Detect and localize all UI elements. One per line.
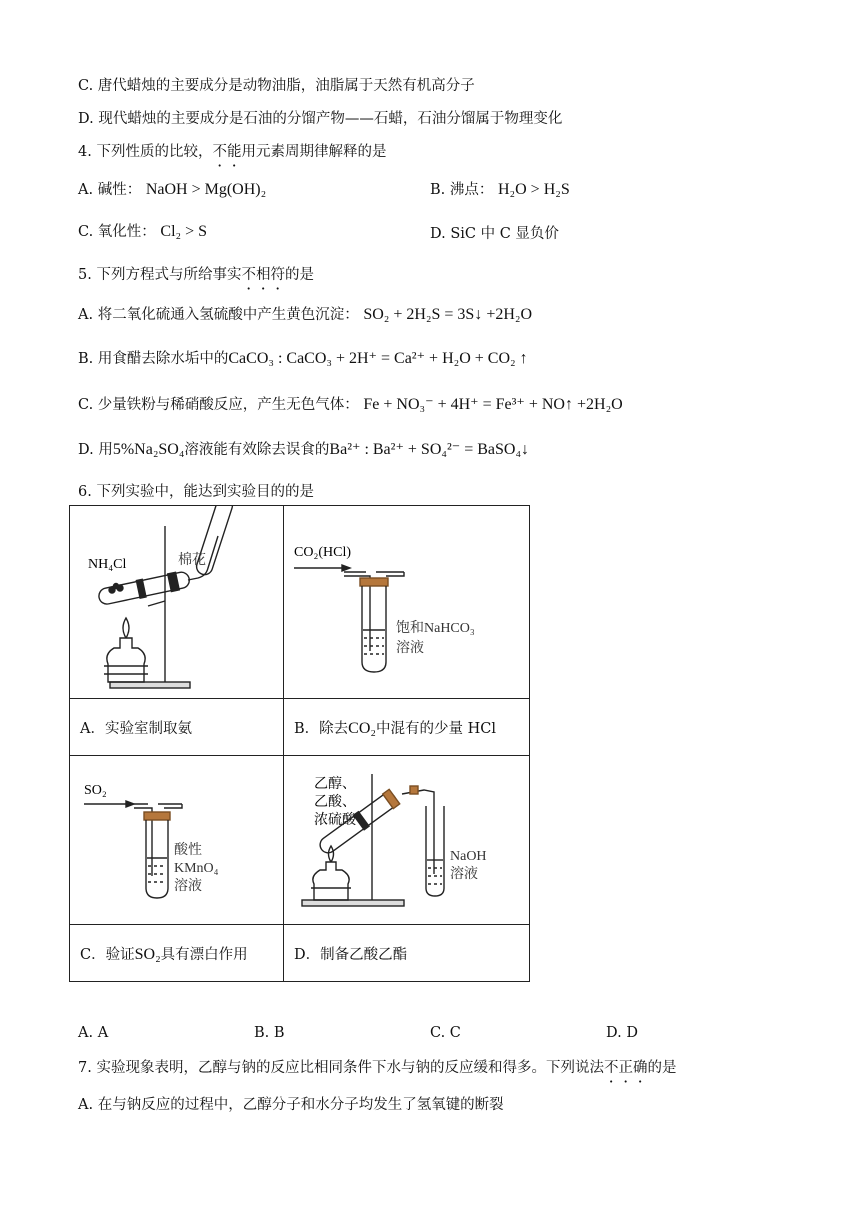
figure-a-label-cotton: 棉花 xyxy=(178,553,206,568)
q6-option-c: C. C xyxy=(430,1025,461,1041)
emphasis-char: 不 xyxy=(212,144,227,160)
q5-option-b xyxy=(78,347,528,368)
figure-b-liquid-label-1: 饱和NaHCO₃ xyxy=(396,621,475,636)
q7-stem-post: 的是 xyxy=(647,1060,677,1076)
figure-d xyxy=(284,756,529,924)
caption-a-text: A．实验室制取氨 xyxy=(80,720,192,737)
q5b-formula: CaCO₃ : CaCO₃ + 2H⁺ = Ca²⁺ + H₂O + CO₂ ↑ xyxy=(228,350,528,367)
q5-option-d xyxy=(78,438,529,459)
q3-option-d: D. 现代蜡烛的主要成分是石油的分馏产物——石蜡，石油分馏属于物理变化 xyxy=(78,111,563,127)
q5d-formula2: Ba²⁺ : Ba²⁺ + SO₄²⁻ = BaSO₄↓ xyxy=(329,441,530,458)
q5-option-c xyxy=(78,393,623,414)
emphasis-char: 不 xyxy=(241,267,256,283)
figure-c-cell xyxy=(70,756,284,925)
q5d-text2: 溶液能有效除去误食的 xyxy=(184,442,330,458)
figure-c xyxy=(70,756,283,924)
q7-option-a: A. 在与钠反应的过程中，乙醇分子和水分子均发生了氢氧键的断裂 xyxy=(78,1097,504,1113)
ethyl-acetate-diagram xyxy=(284,756,529,924)
figure-c-liquid-label-1: 酸性 xyxy=(174,843,202,858)
q4c-formula: Cl₂ > S xyxy=(160,223,208,240)
figure-a-cell xyxy=(70,506,284,699)
figure-d-reagent-2: 乙酸、 xyxy=(314,795,356,810)
q5-option-a xyxy=(78,303,532,324)
figure-a-label-nh4cl: NH₄Cl xyxy=(88,557,127,572)
q5-stem-post: 的是 xyxy=(284,267,314,283)
q6-option-b: B. B xyxy=(254,1025,285,1041)
q6-option-d: D. D xyxy=(606,1025,638,1041)
q5d-text1: D. 用 xyxy=(78,442,113,458)
emphasis-char: 确 xyxy=(632,1060,648,1076)
q4-stem xyxy=(78,140,386,161)
figure-d-caption xyxy=(284,925,530,982)
figure-d-reagent-1: 乙醇、 xyxy=(314,777,356,792)
figure-c-caption xyxy=(70,925,284,982)
caption-d-text: D．制备乙酸乙酯 xyxy=(294,946,408,963)
q4c-label: C. 氧化性： xyxy=(78,224,156,240)
caption-c-formula: SO₂ xyxy=(134,945,161,963)
ammonia-apparatus-diagram xyxy=(70,506,283,698)
figure-a-caption xyxy=(70,699,284,756)
emphasis-char: 能 xyxy=(226,144,242,160)
q5c-text: C. 少量铁粉与稀硝酸反应，产生无色气体： xyxy=(78,397,359,413)
caption-c-post: 具有漂白作用 xyxy=(160,946,248,963)
figure-c-liquid-label-3: 溶液 xyxy=(174,879,202,894)
figure-b-caption xyxy=(284,699,530,756)
q4-option-d: D. SiC 中 C 显负价 xyxy=(430,226,559,242)
q6-option-a: A. A xyxy=(78,1025,109,1041)
q6-stem: 6. 下列实验中，能达到实验目的的是 xyxy=(78,484,314,500)
q5c-formula: Fe + NO₃⁻ + 4H⁺ = Fe³⁺ + NO↑ +2H₂O xyxy=(363,396,623,413)
kmno4-diagram xyxy=(70,756,283,924)
caption-b-formula: CO₂ xyxy=(348,719,376,737)
figure-b-gas-label: CO₂(HCl) xyxy=(294,545,351,560)
caption-b-pre: B．除去 xyxy=(294,720,349,737)
emphasis-char: 相 xyxy=(255,267,271,283)
q4b-formula: H₂O > H₂S xyxy=(497,181,570,198)
q3-option-c: C. 唐代蜡烛的主要成分是动物油脂，油脂属于天然有机高分子 xyxy=(78,78,475,94)
q4-option-a xyxy=(78,178,266,199)
figure-b-cell xyxy=(284,506,530,699)
figure-d-liquid-label-2: 溶液 xyxy=(450,867,478,882)
figure-b-liquid-label-2: 溶液 xyxy=(396,641,424,656)
caption-c-pre: C．验证 xyxy=(80,946,135,963)
q4-stem-pre: 4. 下列性质的比较， xyxy=(78,144,213,160)
q7-stem xyxy=(78,1056,676,1077)
figure-c-liquid-label-2: KMnO₄ xyxy=(174,861,219,876)
q5d-formula1: 5%Na₂SO₄ xyxy=(112,441,185,458)
experiment-table xyxy=(69,505,530,982)
emphasis-char: 符 xyxy=(270,267,285,283)
q7-stem-pre: 7. 实验现象表明，乙醇与钠的反应比相同条件下水与钠的反应缓和得多。下列说法 xyxy=(78,1060,604,1076)
q4a-formula: NaOH > Mg(OH)₂ xyxy=(145,181,267,198)
nahco3-washing-diagram xyxy=(284,506,529,698)
figure-c-gas-label: SO₂ xyxy=(84,783,107,798)
q4b-label: B. 沸点： xyxy=(430,182,494,198)
q4-stem-post: 用元素周期律解释的是 xyxy=(241,144,387,160)
figure-d-liquid-label-1: NaOH xyxy=(450,849,487,864)
emphasis-char: 正 xyxy=(618,1060,633,1076)
q4-option-b xyxy=(430,178,570,199)
q5b-text: B. 用食醋去除水垢中的 xyxy=(78,351,229,367)
figure-d-cell xyxy=(284,756,530,925)
q5-stem xyxy=(78,263,314,284)
caption-b-post: 中混有的少量 HCl xyxy=(375,720,496,737)
figure-b xyxy=(284,506,529,698)
q4-option-c xyxy=(78,220,207,241)
q5a-text: A. 将二氧化硫通入氢硫酸中产生黄色沉淀： xyxy=(78,307,359,323)
emphasis-char: 不 xyxy=(603,1060,619,1076)
q5-stem-pre: 5. 下列方程式与所给事实 xyxy=(78,267,242,283)
q5a-formula: SO₂ + 2H₂S = 3S↓ +2H₂O xyxy=(363,306,533,323)
figure-a xyxy=(70,506,283,698)
q4a-label: A. 碱性： xyxy=(78,182,142,198)
figure-d-reagent-3: 浓硫酸 xyxy=(314,813,356,828)
